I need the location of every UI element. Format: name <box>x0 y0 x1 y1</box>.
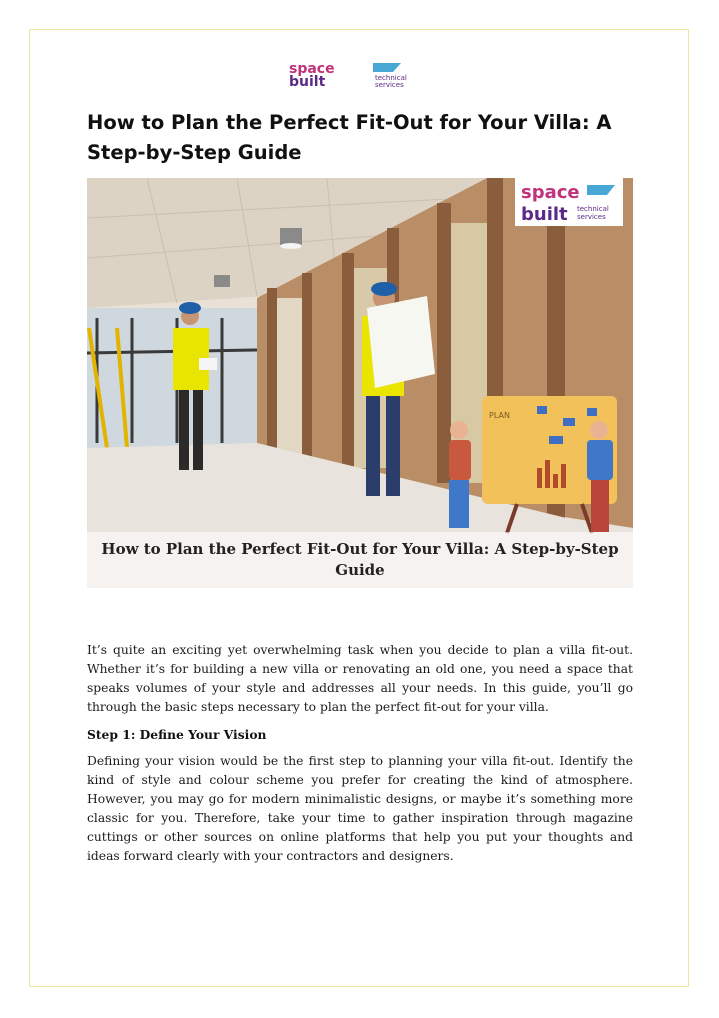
svg-text:PLAN: PLAN <box>489 411 510 420</box>
page-title: How to Plan the Perfect Fit-Out for Your Villa: A Step-by-Step Guide <box>87 111 612 164</box>
svg-text:services: services <box>577 213 606 221</box>
logo-tag2: services <box>375 81 404 88</box>
intro-paragraph: It’s quite an exciting yet overwhelming task when you decide to plan a villa fit-out. Whether it’s for building a new villa or renovating an old one, you need a space that speaks volumes of your style and addresses all your needs. In this guide, you’ll go through the basic steps necessary to plan the perfect fit-out for your villa. <box>87 643 633 714</box>
logo-line2: built <box>289 74 326 88</box>
svg-text:technical: technical <box>577 205 609 213</box>
svg-text:space: space <box>521 182 580 203</box>
logo-tag1: technical <box>375 74 407 82</box>
step1-heading: Step 1: Define Your Vision <box>87 727 267 742</box>
hero-brand-logo <box>515 178 623 226</box>
logo-line1: space <box>289 61 335 77</box>
hero-caption: How to Plan the Perfect Fit-Out for Your Villa: A Step-by-Step Guide <box>87 532 633 588</box>
brand-logo <box>289 60 431 88</box>
svg-text:built: built <box>521 204 568 225</box>
logo-flag-icon <box>373 63 401 72</box>
hero-image <box>87 178 633 588</box>
step1-paragraph: Defining your vision would be the first step to planning your villa fit-out. Identify the kind of style and colour scheme you prefer for creating the kind of atmosphere. However, you may go for modern minimalistic designs, or maybe it’s something more classic for you. Therefore, take your time to gather inspiration through magazine cuttings or other sources on online platforms that help you put your thoughts and ideas forward clearly with your contractors and designers. <box>87 754 633 863</box>
